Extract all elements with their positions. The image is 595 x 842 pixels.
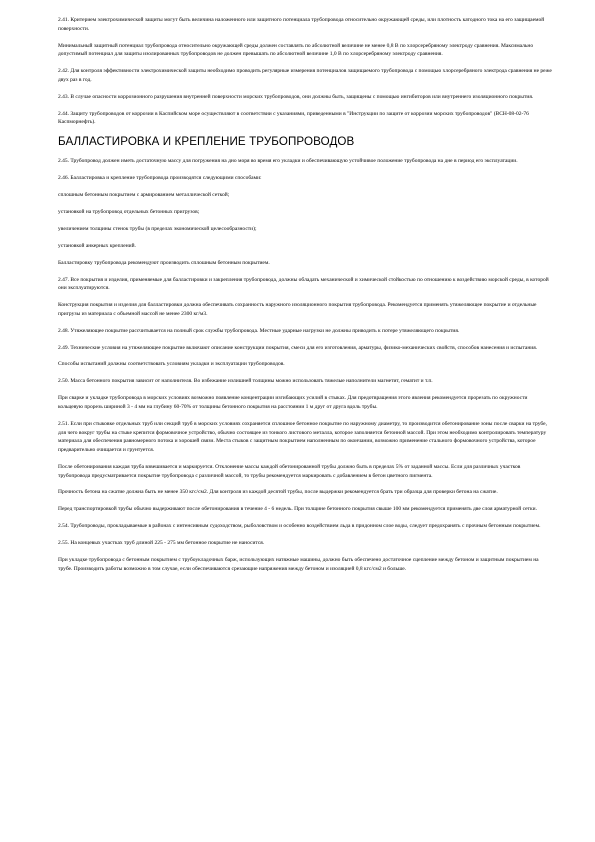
paragraph: 2.44. Защиту трубопроводов от коррозии в Каспийском море осуществляют в соответствии с указаниями, приведенными в "Инструкции по защите от коррозии морских трубопроводов" (ВСН-08-02-76 Каспморнефть).	[58, 110, 529, 126]
paragraph: 2.49. Технические условия на утяжеляющее покрытие включают описание конструкции покрытия, смеси для его изготовления, арматуры, физико-механических свойств, способов нанесения и испытания.	[58, 344, 538, 351]
paragraph: 2.46. Балластировка и крепление трубопровода производятся следующими способами:	[58, 175, 262, 182]
paragraph: 2.50. Масса бетонного покрытия зависит от наполнителя. Во избежание излишней толщины можно использовать тяжелые наполнители магнетит, гематит и т.п.	[58, 378, 433, 385]
paragraph: При укладке трубопровода с бетонным покрытием с трубоукладочных барж, использующих натяжные машины, должно быть обеспечено достаточное сцепление между бетоном и защитным покрытием на трубе. Производить работы возможно в том случае, если обеспечиваются срезающие напряжения между бетоном и изоляцией 0,8 кгс/см2 и больше.	[58, 557, 539, 572]
paragraph: 2.47. Все покрытия и изделия, применяемые для балластировки и закрепления трубопровода, должны обладать механической и химической стойкостью по отношению к воздействию морской среды, в которой они эксплуатируются.	[58, 276, 549, 292]
paragraph: 2.51. Если при стыковке отдельных труб или секций труб в морских условиях сохраняется сплошное бетонное покрытие по наружному диаметру, то производится обетонирование зоны после сварки на трубе, для чего вокруг трубы на стыке крепится формовочное устройство, обычно состоящее из тонкого листового металла, которое заполняется бетонной массой. При этом необходимо контролировать температуру материала для обеспечения равномерного потока и хорошей связи. Места стыков с защитным покрытием наполненным по окончании, возможно применение стального формовочного устройства, которое предварительно очищается и грунтуется.	[58, 420, 547, 453]
paragraph: сплошным бетонным покрытием с армированием металлической сеткой;	[58, 192, 230, 199]
paragraph: 2.45. Трубопровод должен иметь достаточную массу для погружения на дно моря во время его укладки и обеспечивающую устойчивое положение трубопровода на дне в период его эксплуатации.	[58, 158, 518, 165]
paragraph: 2.42. Для контроля эффективности электрохимической защиты необходимо проводить регулярные измерения потенциалов защищаемого трубопровода с помощью хлорсеребряного электрода сравнения не реже двух раз в год.	[58, 68, 552, 83]
section-paragraphs-before	[58, 16, 552, 127]
section-paragraphs-after	[58, 157, 552, 573]
section-heading: БАЛЛАСТИРОВКА И КРЕПЛЕНИЕ ТРУБОПРОВОДОВ	[58, 135, 355, 149]
paragraph: установкой на трубопровод отдельных бетонных пригрузов;	[58, 208, 200, 215]
paragraph: 2.55. На концевых участках труб длиной 225 - 275 мм бетонное покрытие не наносится.	[58, 540, 265, 547]
paragraph: установкой анкерных креплений.	[58, 242, 136, 249]
paragraph: увеличением толщины стенок трубы (в пределах экономической целесообразности);	[58, 225, 257, 232]
paragraph: После обетонирования каждая труба взвешивается и маркируется. Отклонение массы каждой обетонированной трубы должно быть в пределах 5% от заданной массы. Если для различных участков трубопровода предусматривается покрытие трубопровода с различной массой, то трубы рекомендуется маркировать с добавлением в бетон цветного пигмента.	[58, 463, 521, 479]
paragraph: 2.43. В случае опасности коррозионного разрушения внутренней поверхности морских трубопроводов, они должны быть, защищены с помощью ингибиторов или внутреннего изоляционного покрытия.	[58, 93, 534, 100]
paragraph: 2.41. Критерием электрохимической защиты могут быть величина наложенного или защитного потенциала трубопровода относительно окружающей среды, или плотность катодного тока на его защищаемой поверхности.	[58, 17, 545, 32]
paragraph: Минимальный защитный потенциал трубопровода относительно окружающей среды должен составлять по абсолютной величине не менее 0,8 В по хлорсеребряному электроду сравнения. Максимально допустимый потенциал для защиты изолированных трубопроводов не должен превышать по абсолютной величине 1,0 В по хлорсеребряному электроду сравнения.	[58, 42, 534, 58]
paragraph: Способы испытаний должны соответствовать условиям укладки и эксплуатации трубопроводов.	[58, 361, 285, 368]
paragraph: Балластировку трубопровода рекомендуют производить сплошным бетонным покрытием.	[58, 259, 270, 266]
paragraph: 2.48. Утяжеляющее покрытие рассчитывается на полный срок службы трубопровода. Местные ударные нагрузки не должны приводить к потере утяжеляющего покрытия.	[58, 327, 460, 334]
paragraph: 2.54. Трубопроводы, прокладываемые в районах с интенсивным судоходством, рыболовством и особенно воздействием льда в придонном слое воды, следует предохранять с прочным бетонным покрытием.	[58, 523, 541, 530]
paragraph: Конструкция покрытия и изделия для балластировки должна обеспечивать сохранность наружного изоляционного покрытия трубопровода. Рекомендуется применять утяжеляющее покрытие и отдельные пригрузы из материала с объемной массой не менее 2300 кг/м3.	[58, 302, 537, 317]
paragraph: При сварке и укладке трубопровода в морских условиях возможно появление концентрации изгибающих усилий в стыках. Для предотвращения этого явления рекомендуется прорезать по окружности кольцевую прорезь шириной 3 - 4 мм на глубину 60-70% от толщины бетонного покрытия на расстоянии 1 м друг от друга вдоль трубы.	[58, 395, 528, 410]
document-page	[58, 16, 552, 582]
paragraph: Прочность бетона на сжатие должна быть не менее 350 кгс/см2. Для контроля из каждой десятой трубы, после выдержки рекомендуется брать три образца для проверки бетона на сжатие.	[58, 489, 498, 496]
paragraph: Перед транспортировкой трубы обычно выдерживают после обетонирования в течение 4 - 6 недель. При толщине бетонного покрытия свыше 100 мм рекомендуется применять две слоя арматурной сетки.	[58, 506, 537, 513]
